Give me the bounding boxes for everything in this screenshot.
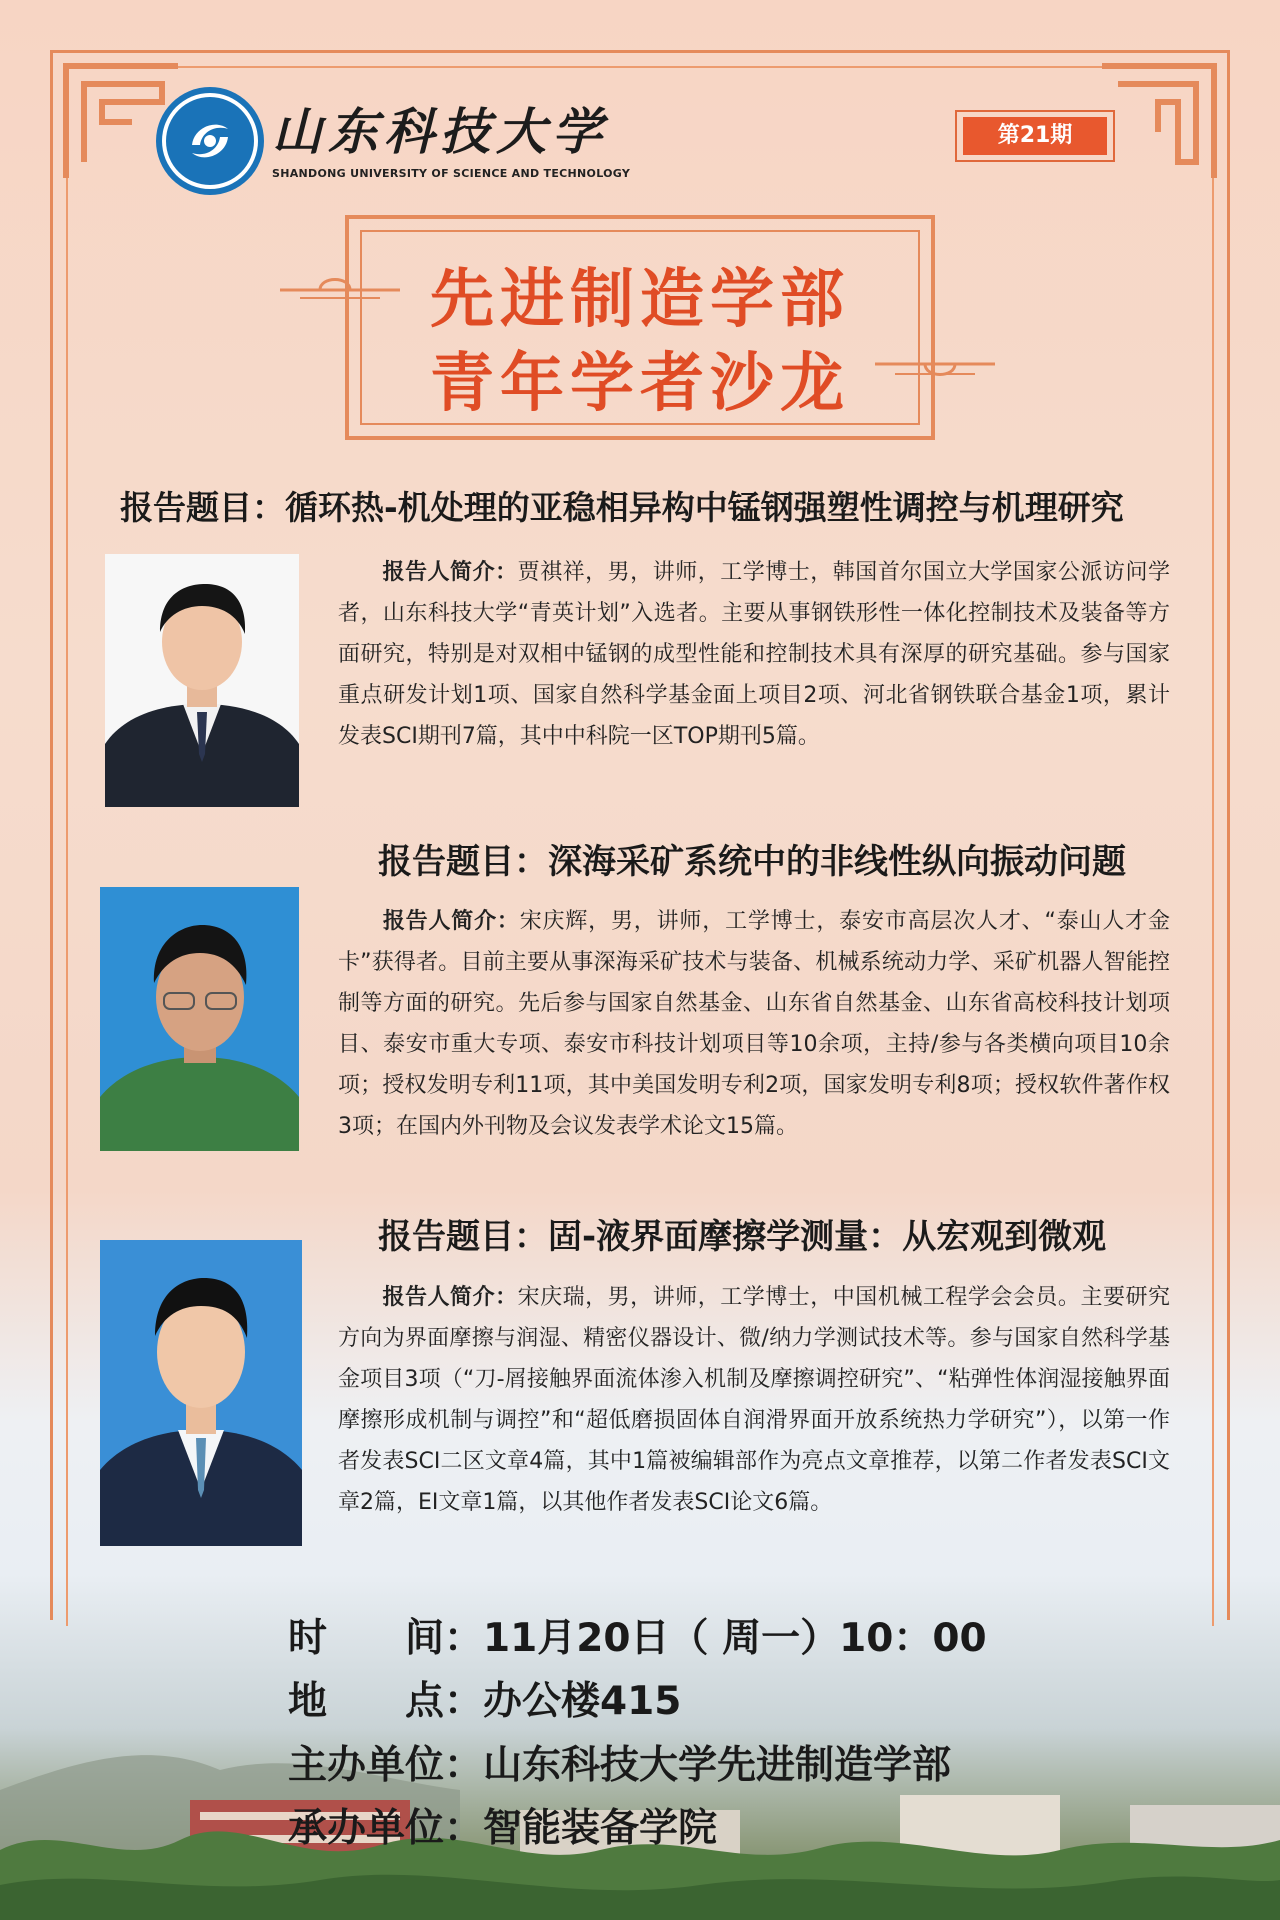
speaker-3-bio xyxy=(338,1277,1170,1523)
speaker-2-bio xyxy=(338,901,1170,1147)
title-line-2: 青年学者沙龙 xyxy=(430,347,850,421)
organizer-label: 承办单位： xyxy=(288,1806,484,1851)
speaker-2-bio-label: 报告人简介： xyxy=(382,909,520,934)
speaker-1-bio-text: 贾祺祥，男，讲师，工学博士，韩国首尔国立大学国家公派访问学者，山东科技大学“青英计划”入选者。主要从事钢铁形性一体化控制技术及装备等方面研究，特别是对双相中锰钢的成型性能和控制技术具有深厚的研究基础。参与国家重点研发计划1项、国家自然科学基金面上项目2项、河北省钢铁联合基金1项，累计发表SCI期刊7篇，其中中科院一区TOP期刊5篇。 xyxy=(338,560,1170,749)
info-organizer xyxy=(288,1797,717,1853)
talk-2-title: 报告题目：深海采矿系统中的非线性纵向振动问题 xyxy=(378,842,1126,882)
place-label: 地 点： xyxy=(288,1679,484,1724)
speaker-2-bio-text: 宋庆辉，男，讲师，工学博士，泰安市高层次人才、“泰山人才金卡”获得者。目前主要从事深海采矿技术与装备、机械系统动力学、采矿机器人智能控制等方面的研究。先后参与国家自然基金、山东省自然基金、山东省高校科技计划项目、泰安市重大专项、泰安市科技计划项目等10余项，主持/参与各类横向项目10余项；授权发明专利11项，其中美国发明专利2项，国家发明专利8项；授权软件著作权3项；在国内外刊物及会议发表学术论文15篇。 xyxy=(338,909,1170,1139)
time-value: 11月20日（ 周一）10：00 xyxy=(483,1616,987,1661)
host-value: 山东科技大学先进制造学部 xyxy=(483,1743,952,1788)
speaker-2-photo xyxy=(100,887,299,1151)
title-line-1: 先进制造学部 xyxy=(430,263,850,337)
talk-1-title: 报告题目：循环热-机处理的亚稳相异构中锰钢强塑性调控与机理研究 xyxy=(120,488,1124,527)
university-name-en: SHANDONG UNIVERSITY OF SCIENCE AND TECHNOLOGY xyxy=(272,167,631,180)
info-host xyxy=(288,1734,951,1790)
host-label: 主办单位： xyxy=(288,1743,484,1788)
talk-3-title: 报告题目：固-液界面摩擦学测量：从宏观到微观 xyxy=(378,1217,1107,1257)
speaker-1-photo xyxy=(105,554,299,807)
corner-ornament-top-left xyxy=(62,62,182,182)
university-name-cn: 山东科技大学 xyxy=(272,102,608,161)
logo-emblem-icon xyxy=(186,115,234,167)
university-logo xyxy=(162,93,258,189)
speaker-1-bio xyxy=(338,552,1170,757)
speaker-1-bio-label: 报告人简介： xyxy=(382,560,518,585)
place-value: 办公楼415 xyxy=(483,1679,682,1724)
organizer-value: 智能装备学院 xyxy=(483,1806,718,1851)
speaker-3-bio-label: 报告人简介： xyxy=(382,1285,518,1310)
corner-ornament-top-right xyxy=(1098,62,1218,182)
speaker-3-bio-text: 宋庆瑞，男，讲师，工学博士，中国机械工程学会会员。主要研究方向为界面摩擦与润湿、精密仪器设计、微/纳力学测试技术等。参与国家自然科学基金项目3项（“刀-屑接触界面流体渗入机制及摩擦调控研究”、“粘弹性体润湿接触界面摩擦形成机制与调控”和“超低磨损固体自润滑界面开放系统热力学研究”），以第一作者发表SCI二区文章4篇，其中1篇被编辑部作为亮点文章推荐，以第二作者发表SCI文章2篇，EI文章1篇，以其他作者发表SCI论文6篇。 xyxy=(338,1285,1170,1515)
info-time xyxy=(288,1607,987,1663)
issue-number: 第21期 xyxy=(963,117,1107,155)
issue-badge xyxy=(955,110,1115,162)
time-label: 时 间： xyxy=(288,1616,484,1661)
speaker-3-photo xyxy=(100,1240,302,1546)
info-place xyxy=(288,1670,681,1726)
